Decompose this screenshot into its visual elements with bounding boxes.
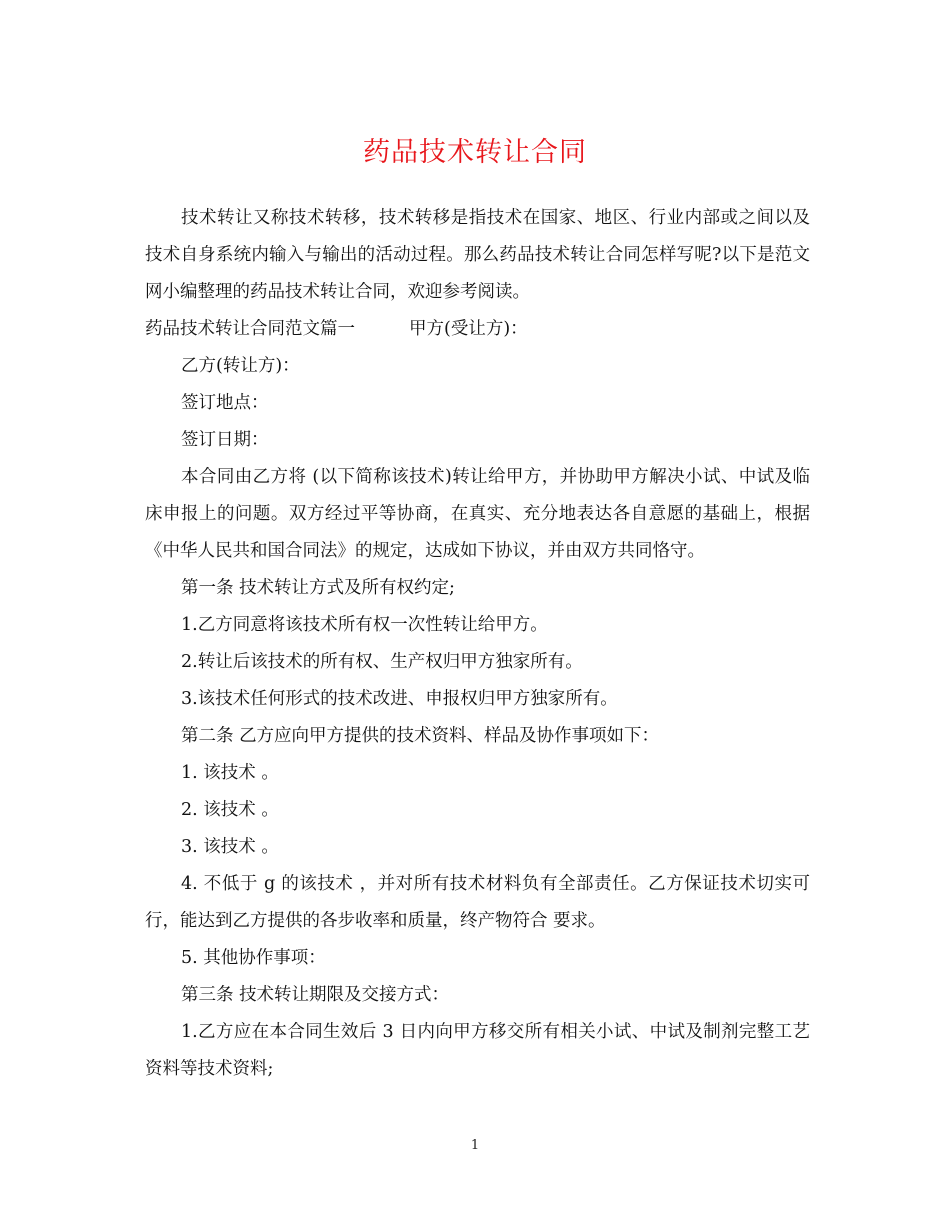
- intro-paragraph: 技术转让又称技术转移，技术转移是指技术在国家、地区、行业内部或之间以及技术自身系统内输入与输出的活动过程。那么药品技术转让合同怎样写呢?以下是范文网小编整理的药品技术转让合同，欢迎参考阅读。: [145, 208, 810, 302]
- article-2-item-3: 3. 该技术 。: [181, 837, 279, 857]
- article-2-item-1: 1. 该技术 。: [181, 763, 279, 783]
- article-1-item-3: 3.该技术任何形式的技术改进、申报权归甲方独家所有。: [181, 689, 618, 709]
- article-3-item-1: 1.乙方应在本合同生效后 3 日内向甲方移交所有相关小试、中试及制剂完整工艺资料等技术资料;: [145, 1022, 810, 1079]
- section-heading: 药品技术转让合同范文篇一: [145, 319, 355, 339]
- article-2-item-5: 5. 其他协作事项：: [181, 948, 326, 968]
- preamble-paragraph: 本合同由乙方将 (以下简称该技术)转让给甲方，并协助甲方解决小试、中试及临床申报上的问题。双方经过平等协商，在真实、充分地表达各自意愿的基础上，根据《中华人民共和国合同法》的规定，达成如下协议，并由双方共同恪守。: [145, 467, 810, 561]
- sign-date-label: 签订日期：: [181, 430, 269, 450]
- party-b-label: 乙方(转让方)：: [181, 356, 300, 376]
- article-2-heading: 第二条 乙方应向甲方提供的技术资料、样品及协作事项如下：: [181, 726, 660, 746]
- article-1-item-2: 2.转让后该技术的所有权、生产权归甲方独家所有。: [181, 652, 583, 672]
- article-2-item-4: 4. 不低于 g 的该技术 ，并对所有技术材料负有全部责任。乙方保证技术切实可行，能达到乙方提供的各步收率和质量，终产物符合 要求。: [145, 874, 810, 931]
- article-2-item-2: 2. 该技术 。: [181, 800, 279, 820]
- article-1-item-1: 1.乙方同意将该技术所有权一次性转让给甲方。: [181, 615, 548, 635]
- document-content: [145, 200, 810, 1088]
- page-number: 1: [470, 1138, 480, 1153]
- sign-place-label: 签订地点：: [181, 393, 269, 413]
- party-a-label: 甲方(受让方)：: [409, 319, 528, 339]
- section-heading-line: [145, 311, 810, 348]
- article-3-heading: 第三条 技术转让期限及交接方式：: [181, 985, 450, 1005]
- document-title: 药品技术转让合同: [363, 137, 587, 168]
- article-1-heading: 第一条 技术转让方式及所有权约定;: [181, 578, 455, 598]
